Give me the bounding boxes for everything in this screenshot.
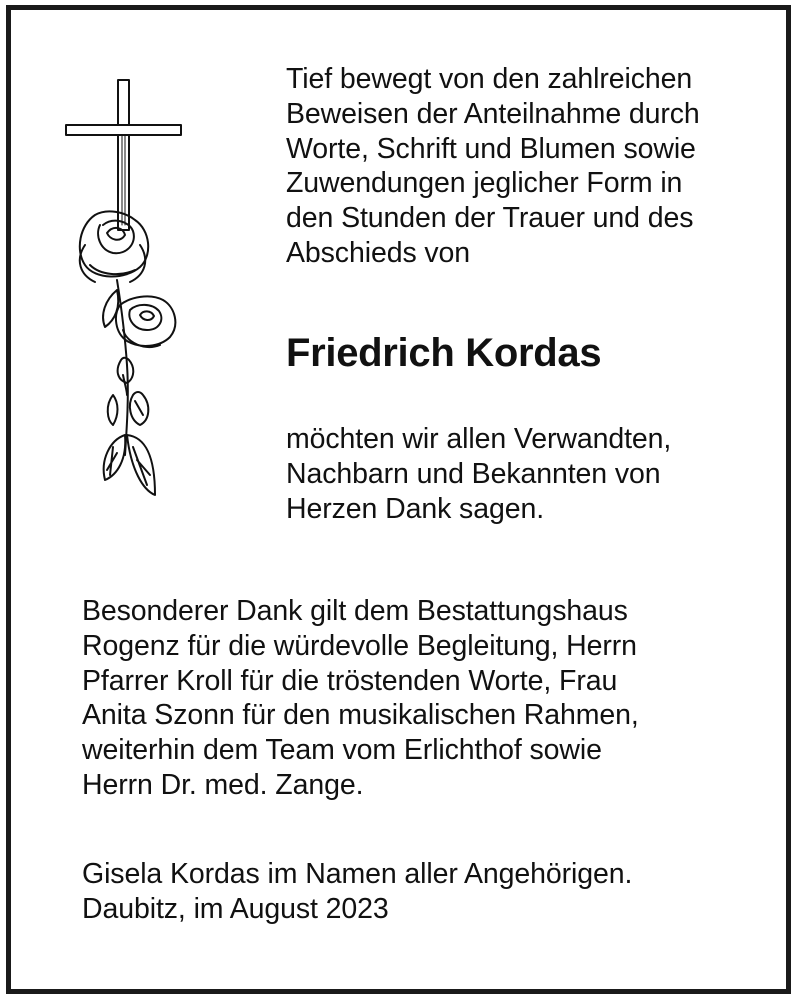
thanks-line: Nachbarn und Bekannten von [286, 457, 661, 490]
cross-with-roses-icon [55, 75, 195, 505]
thanks-line: möchten wir allen Verwandten, [286, 423, 672, 455]
special-thanks-line: Rogenz für die würdevolle Begleitung, Herrn [82, 629, 637, 662]
special-thanks-line: Pfarrer Kroll für die tröstenden Worte, Frau [82, 664, 618, 697]
special-thanks-line: weiterhin dem Team vom Erlichthof sowie [82, 734, 602, 767]
signoff-line: Gisela Kordas im Namen aller Angehörigen. [82, 858, 633, 890]
special-thanks-line: Besonderer Dank gilt dem Bestattungshaus [82, 595, 628, 627]
signoff-line: Daubitz, im August 2023 [82, 892, 389, 925]
intro-line: Beweisen der Anteilnahme durch [286, 97, 700, 130]
signoff-paragraph [82, 857, 632, 927]
intro-line: Worte, Schrift und Blumen sowie [286, 132, 696, 165]
thanks-line: Herzen Dank sagen. [286, 492, 545, 525]
intro-line: den Stunden der Trauer und des [286, 202, 694, 235]
thanks-paragraph [286, 422, 671, 526]
intro-line: Zuwendungen jeglicher Form in [286, 167, 683, 200]
intro-line: Tief bewegt von den zahlreichen [286, 63, 693, 95]
special-thanks-line: Herrn Dr. med. Zange. [82, 768, 364, 801]
special-thanks-line: Anita Szonn für den musikalischen Rahmen, [82, 699, 639, 732]
special-thanks-paragraph [82, 594, 639, 803]
intro-line: Abschieds von [286, 236, 471, 269]
deceased-name: Friedrich Kordas [286, 331, 602, 375]
intro-paragraph [286, 62, 700, 271]
